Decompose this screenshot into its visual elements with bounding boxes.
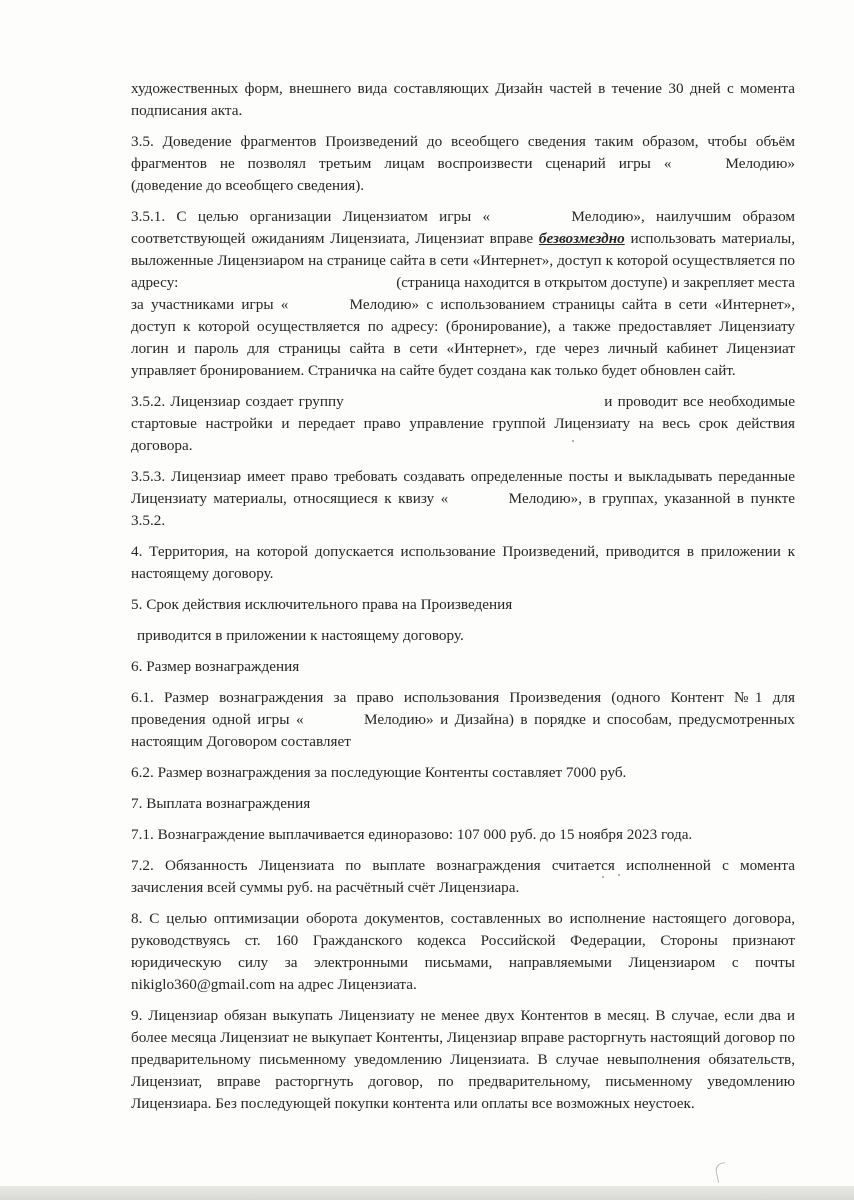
paragraph-3-5-1-text-b: Мелодию», наилучшим образом соответствующей ожиданиям Лицензиата, Лицензиат вправе (131, 208, 796, 247)
paragraph-6-1-text-b: Мелодию» и Дизайна) в порядке и способам, предусмотренных настоящим Договором составляет (131, 711, 795, 750)
paragraph-3-5-2 (131, 391, 795, 457)
paragraph-3-5-3 (131, 466, 795, 532)
paragraph-3-5-3-text-a: 3.5.3. Лицензиар имеет право требовать создавать определенные посты и выкладывать переданные Лицензиату материалы, относящиеся к квизу « (131, 468, 795, 507)
paragraph-9-text: 9. Лицензиар обязан выкупать Лицензиату не менее двух Контентов в месяц. В случае, если два и более месяца Лицензиат не выкупает Контенты, Лицензиар вправе расторгнуть настоящий договор по предварительному письменному уведомлению Лицензиата. В случае невыполнения обязательств, Лицензиат, вправе расторгнуть договор, по предварительному, письменному уведомлению Лицензиара. Без последующей покупки контента или оплаты все возможных неустоек. (131, 1007, 795, 1112)
pen-mark (714, 1162, 729, 1183)
paragraph-8 (131, 908, 795, 996)
paragraph-3-5-2-text-b: и проводит все необходимые стартовые настройки и передает право управление группой Лицензиату на весь срок действия договора. (131, 393, 795, 454)
paragraph-4-text: 4. Территория, на которой допускается использование Произведений, приводится в приложении к настоящему договору. (131, 543, 795, 582)
paragraph-6-2 (131, 762, 795, 784)
paragraph-3-5-1 (131, 206, 795, 382)
paragraph-7-1-text: 7.1. Вознаграждение выплачивается единоразово: 107 000 руб. до 15 ноября 2023 года. (131, 826, 693, 843)
paragraph-5-text: 5. Срок действия исключительного права на Произведения (131, 596, 513, 613)
paragraph-3-5-text-a: 3.5. Доведение фрагментов Произведений до всеобщего сведения таким образом, чтобы объём фрагментов не позволял третьим лицам воспроизвести сценарий игры « (131, 133, 795, 172)
paragraph-intro (131, 78, 795, 122)
paragraph-8-text: 8. С целью оптимизации оборота документов, составленных во исполнение настоящего договора, руководствуясь ст. 160 Гражданского кодекса Российской Федерации, Стороны признают юридическую силу за электронными письмами, направляемыми Лицензиаром с почты nikiglo360@gmail.com на адрес Лицензиата. (131, 910, 795, 993)
paragraph-9 (131, 1005, 795, 1115)
paragraph-4 (131, 541, 795, 585)
paragraph-3-5-2-text-a: 3.5.2. Лицензиар создает группу (131, 393, 344, 410)
paragraph-6-2-text: 6.2. Размер вознаграждения за последующие Контенты составляет 7000 руб. (131, 764, 627, 781)
paragraph-3-5-1-text-a: 3.5.1. С целью организации Лицензиатом игры « (131, 208, 491, 225)
paragraph-3-5-1-text-c: использовать материалы, выложенные Лицензиаром на странице сайта в сети «Интернет», доступ к которой осуществляется по адресу: (131, 230, 796, 291)
paragraph-3-5-3-text-b: Мелодию», в группах, указанной в пункте 3.5.2. (131, 490, 795, 529)
paragraph-6-heading (131, 656, 795, 678)
document-body (131, 78, 795, 1124)
paragraph-5-continuation-text: приводится в приложении к настоящему договору. (137, 627, 464, 644)
paragraph-7-2 (131, 855, 795, 899)
paragraph-6-heading-text: 6. Размер вознаграждения (131, 658, 300, 675)
paragraph-3-5-1-text-e: Мелодию» с использованием страницы сайта в сети «Интернет», доступ к которой осуществляется по адресу: (131, 296, 795, 335)
scan-speck (602, 876, 604, 878)
paragraph-3-5-text-b: Мелодию» (доведение до всеобщего сведения). (131, 155, 795, 194)
paragraph-6-1-text-a: 6.1. Размер вознаграждения за право использования Произведения (одного Контент №1 для проведения одной игры « (131, 689, 795, 728)
paragraph-5 (131, 594, 795, 616)
paragraph-7-heading-text: 7. Выплата вознаграждения (131, 795, 311, 812)
paragraph-7-2-text: 7.2. Обязанность Лицензиата по выплате вознаграждения считается исполненной с момента зачисления всей суммы руб. на расчётный счёт Лицензиара. (131, 857, 795, 896)
scan-bottom-edge (0, 1186, 854, 1200)
paragraph-5-continuation (131, 625, 795, 647)
paragraph-7-1 (131, 824, 795, 846)
scan-speck (618, 874, 620, 876)
paragraph-intro-text: художественных форм, внешнего вида составляющих Дизайн частей в течение 30 дней с момента подписания акта. (131, 80, 795, 119)
paragraph-3-5-1-text-f: (бронирование), а также предоставляет Лицензиату логин и пароль для страницы сайта в сети «Интернет», где через личный кабинет Лицензиат управляет бронированием. Страничка на сайте будет создана как только будет обновлен сайт. (131, 318, 795, 379)
paragraph-3-5 (131, 131, 795, 197)
paragraph-7-heading (131, 793, 795, 815)
scan-speck (572, 440, 574, 442)
paragraph-6-1 (131, 687, 795, 753)
emphasized-term: безвозмездно (538, 230, 625, 247)
paragraph-3-5-1-text-d: (страница находится в открытом доступе) и закрепляет места за участниками игры « (131, 274, 796, 313)
